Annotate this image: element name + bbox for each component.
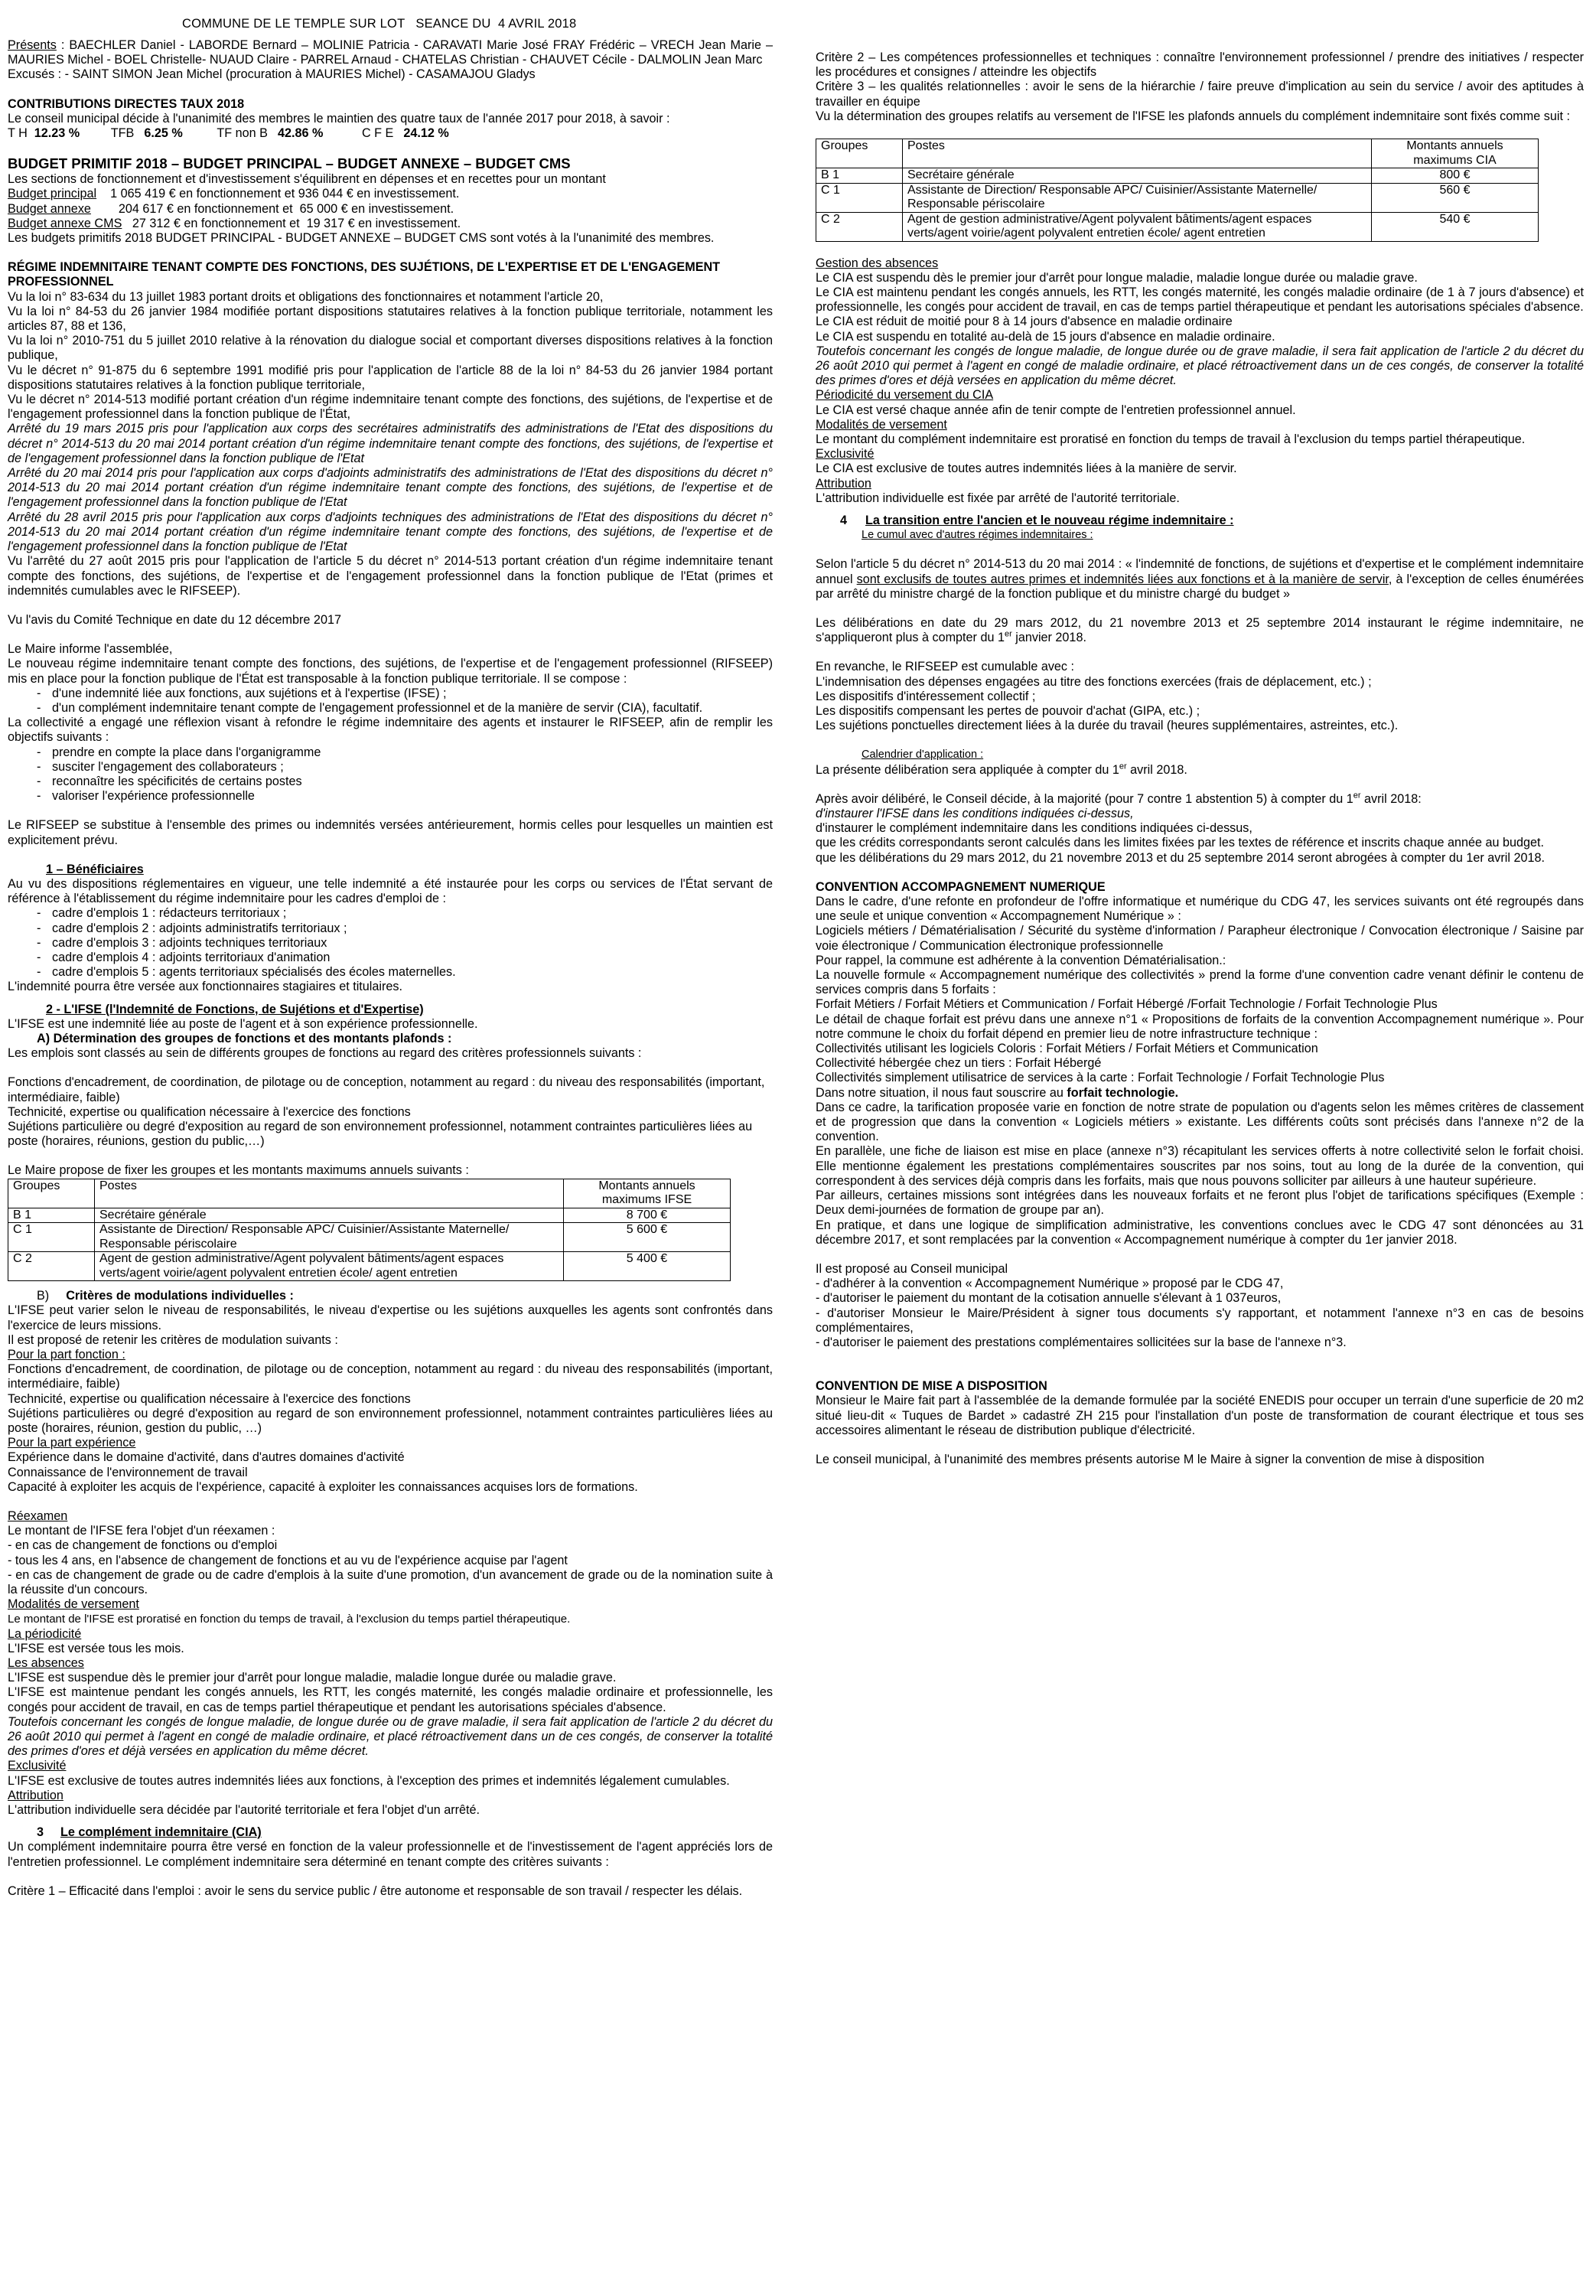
gestion-text: Le CIA est maintenu pendant les congés annuels, les RTT, les congés maternité, les congés maladie ordinaire (de 1 à 7 jours d'absence) et professionnelle, les congés pour accident de travail, en cas de temps partiel thérapeutique et pendant les autorisations spéciales d'absence. [816, 285, 1584, 315]
table-header: Postes [95, 1179, 564, 1208]
ifse-a-heading: A) Détermination des groupes de fonctions et des montants plafonds : [37, 1031, 452, 1045]
attribution-cia-text: L'attribution individuelle est fixée par arrêté de l'autorité territoriale. [816, 491, 1180, 505]
selon-pre: Selon l'article 5 du décret n° 2014-513 du 20 mai 2014 : « l'indemnité de fonctions, de sujétions et d'expertise et le complément indemnitaire annuel [816, 557, 1584, 586]
selon-underlined: sont exclusifs de toutes autres primes et indemnités liées aux fonctions et à la manière de servir [856, 572, 1389, 586]
cia-heading [37, 1825, 773, 1840]
table-header-row [816, 139, 1539, 168]
forfait-pre: Dans notre situation, il nous faut souscrire au [816, 1085, 1067, 1100]
table-cell: 560 € [1372, 183, 1539, 212]
absences-text: L'IFSE est maintenue pendant les congés annuels, les RTT, les congés maternité, les congés maladie ordinaire et professionnelle, les congés pour accident de travail, en cas de temps partiel thérapeutique et pendant les autorisations spéciales d'absence. [8, 1685, 773, 1714]
deliberations-end: janvier 2018. [1011, 631, 1086, 645]
presents-list: : BAECHLER Daniel - LABORDE Bernard – MOLINIE Patricia - CARAVATI Marie José FRAY Frédéric – VRECH Jean Marie – MAURIES Michel - BOEL Christelle- NUAUD Claire - PARREL Arnaud - CHATELAS Christian - CHAUVET Cécile - DALMOLIN Jean Marc [8, 38, 773, 67]
table-cell: 800 € [1372, 168, 1539, 184]
calendrier-end: avril 2018. [1126, 762, 1187, 777]
selon-post: , à l'exception de celles énumérées par arrêté du ministre chargé de la fonction publique et du ministre chargé du budget » [816, 572, 1584, 601]
table-cell: C 1 [816, 183, 903, 212]
rate-tfb-value: 6.25 % [144, 126, 183, 141]
deliberations-sup: er [1004, 629, 1012, 639]
cumulable-item: L'indemnisation des dépenses engagées au titre des fonctions exercées (frais de déplacement, etc.) ; [816, 674, 1372, 689]
critere-3: Critère 3 – les qualités relationnelles : avoir le sens de la hiérarchie / faire preuve d'implication au sein du service / avoir des aptitudes à travailler en équipe [816, 80, 1584, 109]
decide-item: que les délibérations du 29 mars 2012, du 21 novembre 2013 et du 25 septembre 2014 seront abrogées à compter du 1er avril 2018. [816, 850, 1545, 865]
ifse-text: L'IFSE est une indemnité liée au poste de l'agent et à son expérience professionnelle. [8, 1016, 478, 1031]
table-cell: Agent de gestion administrative/Agent polyvalent bâtiments/agent espaces verts/agent voirie/agent polyvalent entretien école/ agent entretien [903, 212, 1372, 241]
rifseep-text: Le nouveau régime indemnitaire tenant compte des fonctions, des sujétions, de l'expertise et de l'engagement professionnel (RIFSEEP) mis en place pour la fonction publique de l'État est transposable à la fonction publique territoriale. Il se compose : [8, 657, 773, 686]
vu-line: Vu la loi n° 83-634 du 13 juillet 1983 portant droits et obligations des fonctionnaires et notamment l'article 20, [8, 289, 604, 304]
exclusivite-cia-heading: Exclusivité [816, 447, 875, 461]
gestion-text: Toutefois concernant les congés de longue maladie, de longue durée ou de grave maladie, il sera fait application de l'article 2 du décret du 26 août 2010 qui permet à l'agent en congé de maladie ordinaire, et placé rétroactivement dans un de ces congés, de conserver la totalité des primes d'ores et déjà versées en application du même décret. [816, 344, 1584, 388]
list-item: - cadre d'emplois 1 : rédacteurs territoriaux ; [37, 906, 773, 921]
table-row [816, 212, 1539, 241]
convention-numerique-text: En parallèle, une fiche de liaison est mise en place (annexe n°3) récapitulant les services offerts à notre collectivité selon le forfait choisi. Elle mentionne également les prestations complémentaires souscrites par nos soins, tout au long de la durée de la convention, qui correspondent à des services déjà compris dans les forfaits, mais que nous pouvons solliciter par ailleurs à une hauteur supérieure. [816, 1144, 1584, 1188]
absences-heading: Les absences [8, 1655, 84, 1670]
decide-item: d'instaurer le complément indemnitaire dans les conditions indiquées ci-dessus, [816, 821, 1252, 836]
rate-cfe-value: 24.12 % [403, 126, 449, 141]
page-title: COMMUNE DE LE TEMPLE SUR LOT SEANCE DU 4 AVRIL 2018 [182, 17, 577, 31]
budget-amount-principal: 1 065 419 € en fonctionnement et 936 044 € en investissement. [96, 187, 460, 201]
vu-determination: Vu la détermination des groupes relatifs au versement de l'IFSE les plafonds annuels du complément indemnitaire sont fixés comme suit : [816, 109, 1570, 123]
table-cell: Secrétaire générale [95, 1208, 564, 1223]
cumulable-item: Les dispositifs d'intéressement collectif ; [816, 689, 1036, 703]
budget-line-annexe [8, 202, 773, 217]
maire-propose: Le Maire propose de fixer les groupes et les montants maximums annuels suivants : [8, 1163, 469, 1178]
exclusivite-cia-text: Le CIA est exclusive de toutes autres indemnités liées à la manière de servir. [816, 461, 1237, 476]
convention-numerique-item: - d'autoriser Monsieur le Maire/Président à signer tous documents s'y rapportant, et notamment l'annexe n°3 en cas de besoins complémentaires, [816, 1306, 1584, 1335]
decide-item: d'instaurer l'IFSE dans les conditions indiquées ci-dessus, [816, 807, 1134, 821]
budget-vote: Les budgets primitifs 2018 BUDGET PRINCIPAL - BUDGET ANNEXE – BUDGET CMS sont votés à la l'unanimité des membres. [8, 231, 715, 246]
ifse-b-letter: B) [37, 1289, 50, 1303]
gestion-text: Le CIA est suspendu en totalité au-delà de 15 jours d'absence en maladie ordinaire. [816, 329, 1275, 344]
budget-label-cms: Budget annexe CMS [8, 216, 122, 230]
periodicite-cia-text: Le CIA est versé chaque année afin de tenir compte de l'entretien professionnel annuel. [816, 403, 1296, 417]
regime-heading: RÉGIME INDEMNITAIRE TENANT COMPTE DES FONCTIONS, DES SUJÉTIONS, DE L'EXPERTISE ET DE L'ENGAGEMENT PROFESSIONNEL [8, 260, 721, 289]
cia-text: Un complément indemnitaire pourra être versé en fonction de la valeur professionnelle et de l'investissement de l'agent appréciés lors de l'entretien professionnel. Le complément indemnitaire sera déterminé en tenant compte des critères suivants : [8, 1840, 773, 1869]
table-cell: 5 400 € [564, 1252, 731, 1281]
budget-amount-cms: 27 312 € en fonctionnement et 19 317 € en investissement. [122, 216, 461, 230]
convention-numerique-text: Collectivité hébergée chez un tiers : Forfait Hébergé [816, 1056, 1102, 1071]
list-item: - cadre d'emplois 5 : agents territoriaux spécialisés des écoles maternelles. [37, 965, 773, 980]
convention-numerique-heading: CONVENTION ACCOMPAGNEMENT NUMERIQUE [816, 879, 1106, 894]
decide-item: que les crédits correspondants seront calculés dans les limites fixées par les textes de référence et inscrits chaque année au budget. [816, 836, 1544, 850]
table-cell: Agent de gestion administrative/Agent polyvalent bâtiments/agent espaces verts/agent voirie/agent polyvalent entretien école/ agent entretien [95, 1252, 564, 1281]
critere-2: Critère 2 – Les compétences professionnelles et techniques : connaître l'environnement professionnel / prendre des initiatives / respecter les procédures et consignes / atteindre les objectifs [816, 51, 1584, 80]
budget-line-cms [8, 217, 773, 231]
table-header: Groupes [816, 139, 903, 168]
contributions-heading: CONTRIBUTIONS DIRECTES TAUX 2018 [8, 96, 245, 111]
convention-numerique-text: En pratique, et dans une logique de simplification administrative, les conventions conclues avec le CDG 47 sont dénoncées au 31 décembre 2017, et sont remplacées par la convention « Accompagnement numérique à compter du 1er janvier 2018. [816, 1218, 1584, 1247]
transition-heading [840, 514, 1584, 528]
modalites-cia-heading: Modalités de versement [816, 417, 947, 432]
table-cell: B 1 [8, 1208, 95, 1223]
part-fonction-item: Technicité, expertise ou qualification nécessaire à l'exercice des fonctions [8, 1391, 411, 1406]
table-cell: C 2 [8, 1252, 95, 1281]
convention-numerique-text: Pour rappel, la commune est adhérente à la convention Dématérialisation.: [816, 953, 1226, 967]
table-cell: Secrétaire générale [903, 168, 1372, 184]
presents-label: Présents [8, 38, 57, 52]
critere-line: Fonctions d'encadrement, de coordination, de pilotage ou de conception, notamment au regard : du niveau des responsabilités (important, intermédiaire, faible) [8, 1075, 765, 1104]
selon-article [816, 557, 1584, 602]
table-row [8, 1223, 731, 1252]
critere-line: Sujétions particulière ou degré d'exposition au regard de son environnement professionnel, notamment contraintes particulières liées au poste (horaires, réunions, gestion du public,…) [8, 1120, 753, 1149]
substitue-text: Le RIFSEEP se substitue à l'ensemble des primes ou indemnités versées antérieurement, hormis celles pour lesquelles un maintien est explicitement prévu. [8, 818, 773, 847]
vu-line: Vu le décret n° 91-875 du 6 septembre 1991 modifié pris pour l'application de l'article 88 de la loi n° 84-53 du 26 janvier 1984 portant dispositions statutaires relatives à la fonction publique territoriale, [8, 363, 773, 392]
rate-tfb-label: TFB [110, 126, 142, 141]
beneficiaires-end: L'indemnité pourra être versée aux fonctionnaires stagiaires et titulaires. [8, 980, 402, 994]
cia-table [816, 139, 1539, 242]
rate-cfe-label: C F E [361, 126, 401, 141]
left-column [8, 38, 773, 1899]
budget-heading: BUDGET PRIMITIF 2018 – BUDGET PRINCIPAL – BUDGET ANNEXE – BUDGET CMS [8, 155, 571, 172]
presents-paragraph [8, 38, 773, 67]
convention-numerique-text: Logiciels métiers / Dématérialisation / Sécurité du système d'information / Parapheur électronique / Convocation électronique / Saisine par voie électronique / Communication électronique professionnelle [816, 924, 1584, 953]
convention-numerique-text: Dans le cadre, d'une refonte en profondeur de l'offre informatique et numérique du CDG 47, les services suivants ont été regroupés dans une seule et unique convention « Accompagnement Numérique » : [816, 895, 1584, 924]
table-header: Montants annuels maximums IFSE [564, 1179, 731, 1208]
cumulable-item: Les dispositifs compensant les pertes de pouvoir d'achat (GIPA, etc.) ; [816, 704, 1200, 718]
list-item: - cadre d'emplois 3 : adjoints techniques territoriaux [37, 936, 773, 951]
rate-th-label: T H [8, 126, 34, 141]
gestion-text: Le CIA est réduit de moitié pour 8 à 14 jours d'absence en maladie ordinaire [816, 315, 1233, 329]
attribution-text: L'attribution individuelle sera décidée par l'autorité territoriale et fera l'objet d'un arrêté. [8, 1803, 480, 1818]
reexamen-item: - en cas de changement de fonctions ou d'emploi [8, 1538, 278, 1553]
list-item: - reconnaître les spécificités de certains postes [37, 775, 773, 789]
periodicite-text: L'IFSE est versée tous les mois. [8, 1641, 184, 1655]
budget-line-principal [8, 187, 773, 201]
table-header: Groupes [8, 1179, 95, 1208]
list-item: - susciter l'engagement des collaborateurs ; [37, 760, 773, 775]
deliberations-main: Les délibérations en date du 29 mars 2012, du 21 novembre 2013 et 25 septembre 2014 instaurant le régime indemnitaire, ne s'appliqueront plus à compter du 1 [816, 615, 1584, 645]
part-fonction-item: Sujétions particulières ou degré d'exposition au regard de son environnement professionnel, notamment contraintes particulières liées au poste (horaires, réunion, gestion du public, …) [8, 1406, 773, 1435]
absences-text: Toutefois concernant les congés de longue maladie, de longue durée ou de grave maladie, il sera fait application de l'article 2 du décret du 26 août 2010 qui permet à l'agent en congé de maladie ordinaire, et placé rétroactivement dans un de ces congés, de conserver la totalité des primes d'ores et déjà versées en application du même décret. [8, 1714, 773, 1759]
maire-informe: Le Maire informe l'assemblée, [8, 642, 173, 657]
cia-number: 3 [37, 1825, 44, 1840]
periodicite-cia-heading: Périodicité du versement du CIA [816, 388, 994, 403]
arrete-paragraph: Arrêté du 19 mars 2015 pris pour l'application aux corps des secrétaires administratifs des administrations de l'Etat des dispositions du décret n° 2014-513 du 20 mai 2014 portant création d'un régime indemnitaire tenant compte des fonctions, des sujétions, de l'expertise et de l'engagement professionnel dans la fonction publique de l'Etat [8, 422, 773, 465]
gestion-heading: Gestion des absences [816, 256, 939, 270]
part-fonction-heading: Pour la part fonction : [8, 1347, 125, 1362]
transition-number: 4 [840, 513, 848, 527]
critere-1: Critère 1 – Efficacité dans l'emploi : avoir le sens du service public / être autonome et responsable de son travail / respecter les délais. [8, 1883, 743, 1898]
beneficiaires-heading: 1 – Bénéficiaires [46, 862, 144, 876]
convention-numerique-text: Collectivités utilisant les logiciels Coloris : Forfait Métiers / Forfait Métiers et Communication [816, 1042, 1318, 1056]
table-cell: B 1 [816, 168, 903, 184]
convention-numerique-text [816, 1086, 1584, 1101]
ifse-b-text2: Il est proposé de retenir les critères de modulation suivants : [8, 1332, 338, 1347]
vu-line: Vu la loi n° 84-53 du 26 janvier 1984 modifiée portant dispositions statutaires relatives à la fonction publique territoriale, notamment les articles 87, 88 et 136, [8, 304, 773, 334]
convention-numerique-text: Il est proposé au Conseil municipal [816, 1261, 1008, 1276]
budget-label-principal: Budget principal [8, 187, 97, 201]
part-experience-heading: Pour la part expérience [8, 1436, 136, 1450]
convention-numerique-text: Dans ce cadre, la tarification proposée varie en fonction de notre strate de population ou d'agents selon les mêmes critères de classement et de progression que dans la convention « Logiciels métiers » existante. Les différents coûts sont précisés dans l'annexe n°2 de la convention. [816, 1100, 1584, 1144]
deliberations-text [816, 616, 1584, 645]
tax-rates-line [8, 126, 773, 141]
objectifs-list [8, 745, 773, 804]
rate-tfnb-label: TF non B [217, 126, 275, 141]
list-item: - d'une indemnité liée aux fonctions, aux sujétions et à l'expertise (IFSE) ; [37, 687, 773, 701]
exclusivite-text: L'IFSE est exclusive de toutes autres indemnités liées aux fonctions, à l'exception des primes et indemnités légalement cumulables. [8, 1773, 730, 1788]
transition-title: La transition entre l'ancien et le nouveau régime indemnitaire : [865, 513, 1234, 527]
calendrier-text [816, 763, 1584, 778]
cumulable-item: Les sujétions ponctuelles directement liées à la durée du travail (heures supplémentaires, astreintes, etc.). [816, 719, 1399, 733]
cumul-heading: Le cumul avec d'autres régimes indemnitaires : [862, 529, 1093, 542]
critere-line: Technicité, expertise ou qualification nécessaire à l'exercice des fonctions [8, 1104, 411, 1119]
beneficiaires-text: Au vu des dispositions réglementaires en vigueur, une telle indemnité a été instaurée pour les corps ou services de l'État servant de référence à l'établissement du régime indemnitaire pour les cadres d'emploi de : [8, 876, 773, 906]
convention-mise-heading: CONVENTION DE MISE A DISPOSITION [816, 1379, 1047, 1394]
convention-mise-text: Le conseil municipal, à l'unanimité des membres présents autorise M le Maire à signer la convention de mise à disposition [816, 1452, 1485, 1466]
table-cell: 540 € [1372, 212, 1539, 241]
list-item: - cadre d'emplois 4 : adjoints territoriaux d'animation [37, 951, 773, 965]
ifse-b-heading [37, 1289, 773, 1303]
rate-th-value: 12.23 % [34, 126, 80, 141]
arrete-paragraph: Arrêté du 28 avril 2015 pris pour l'application aux corps d'adjoints techniques des administrations de l'Etat des dispositions du décret n° 2014-513 du 20 mai 2014 portant création d'un régime indemnitaire tenant compte des fonctions, des sujétions, de l'expertise et de l'engagement professionnel dans la fonction publique de l'Etat [8, 510, 773, 554]
table-cell: C 2 [816, 212, 903, 241]
calendrier-sup: er [1119, 762, 1127, 771]
absences-text: L'IFSE est suspendue dès le premier jour d'arrêt pour longue maladie, maladie longue durée ou maladie grave. [8, 1671, 617, 1685]
table-header: Montants annuels maximums CIA [1372, 139, 1539, 168]
apres-end: avril 2018: [1360, 791, 1422, 806]
table-row [8, 1208, 731, 1223]
reexamen-item: - en cas de changement de grade ou de cadre d'emplois à la suite d'une promotion, d'un avancement de grade ou de la nomination suite à la réussite d'un concours. [8, 1567, 773, 1596]
exclusivite-heading: Exclusivité [8, 1759, 67, 1773]
rate-tfnb-value: 42.86 % [277, 126, 324, 141]
table-cell: 8 700 € [564, 1208, 731, 1223]
gestion-text: Le CIA est suspendu dès le premier jour d'arrêt pour longue maladie, maladie longue durée ou maladie grave. [816, 270, 1418, 285]
ifse-b-title: Critères de modulations individuelles : [66, 1289, 294, 1303]
modalites-heading: Modalités de versement [8, 1597, 139, 1612]
part-experience-item: Capacité à exploiter les acquis de l'expérience, capacité à exploiter les connaissances acquises lors de formations. [8, 1479, 638, 1494]
vu-avis: Vu l'avis du Comité Technique en date du 12 décembre 2017 [8, 612, 341, 627]
convention-mise-text: Monsieur le Maire fait part à l'assemblée de la demande formulée par la société ENEDIS pour occuper un terrain d'une superficie de 20 m2 situé lieu-dit « Tuques de Bardet » cadastré ZH 215 pour l'installation d'un poste de transformation de courant électrique et tous ses accessoires alimentant le réseau de distribution publique d'électricité. [816, 1394, 1584, 1437]
part-fonction-item: Fonctions d'encadrement, de coordination, de pilotage ou de conception, notamment au regard : du niveau des responsabilités (important, intermédiaire, faible) [8, 1362, 773, 1391]
convention-numerique-text: Collectivités simplement utilisatrice de services à la carte : Forfait Technologie / Forfait Technologie Plus [816, 1071, 1385, 1085]
convention-numerique-text: Forfait Métiers / Forfait Métiers et Communication / Forfait Hébergé /Forfait Technologie / Forfait Technologie Plus [816, 997, 1438, 1012]
ifse-table [8, 1179, 731, 1282]
budget-amount-annexe: 204 617 € en fonctionnement et 65 000 € en investissement. [90, 201, 454, 216]
table-row [816, 168, 1539, 184]
ifse-heading: 2 - L'IFSE (l'Indemnité de Fonctions, de Sujétions et d'Expertise) [46, 1002, 424, 1016]
part-experience-item: Connaissance de l'environnement de travail [8, 1465, 248, 1479]
reexamen-heading: Réexamen [8, 1508, 68, 1523]
table-cell: Assistante de Direction/ Responsable APC/ Cuisinier/Assistante Maternelle/ Responsable périscolaire [903, 183, 1372, 212]
contributions-text: Le conseil municipal décide à l'unanimité des membres le maintien des quatre taux de l'année 2017 pour 2018, à savoir : [8, 111, 670, 126]
list-item: - cadre d'emplois 2 : adjoints administratifs territoriaux ; [37, 921, 773, 936]
reexamen-text: Le montant de l'IFSE fera l'objet d'un réexamen : [8, 1524, 275, 1538]
part-experience-item: Expérience dans le domaine d'activité, dans d'autres domaines d'activité [8, 1450, 405, 1465]
cadres-list [8, 906, 773, 980]
ifse-b-text: L'IFSE peut varier selon le niveau de responsabilités, le niveau d'expertise ou les sujétions auxquelles les agents sont confrontés dans l'exercice de leurs missions. [8, 1303, 773, 1332]
calendrier-heading: Calendrier d'application : [862, 748, 984, 762]
calendrier-main: La présente délibération sera appliquée à compter du 1 [816, 762, 1119, 777]
forfait-bold: forfait technologie. [1067, 1085, 1179, 1100]
attribution-heading: Attribution [8, 1788, 64, 1802]
list-item: - prendre en compte la place dans l'organigramme [37, 745, 773, 760]
vu-line: Vu la loi n° 2010-751 du 5 juillet 2010 relative à la rénovation du dialogue social et comportant diverses dispositions relatives à la fonction publique, [8, 334, 773, 363]
cia-title: Le complément indemnitaire (CIA) [60, 1825, 262, 1840]
convention-numerique-item: - d'adhérer à la convention « Accompagnement Numérique » proposé par le CDG 47, [816, 1277, 1284, 1291]
budget-text: Les sections de fonctionnement et d'investissement s'équilibrent en dépenses et en recettes pour un montant [8, 172, 606, 187]
table-cell: Assistante de Direction/ Responsable APC/ Cuisinier/Assistante Maternelle/ Responsable périscolaire [95, 1223, 564, 1252]
table-row [816, 183, 1539, 212]
ifse-a-text: Les emplois sont classés au sein de différents groupes de fonctions au regard des critères professionnels suivants : [8, 1046, 642, 1061]
apres-main: Après avoir délibéré, le Conseil décide, à la majorité (pour 7 contre 1 abstention 5) à compter du 1 [816, 791, 1353, 806]
convention-numerique-text: Par ailleurs, certaines missions sont intégrées dans les nouveaux forfaits et ne feront plus l'objet de tarifications spécifiques (Exemple : Deux demi-journées de formation de groupe par an). [816, 1189, 1584, 1218]
budget-label-annexe: Budget annexe [8, 201, 91, 216]
modalites-cia-text: Le montant du complément indemnitaire est proratisé en fonction du temps de travail à l'exclusion du temps partiel thérapeutique. [816, 432, 1526, 446]
table-header-row [8, 1179, 731, 1208]
arrete-paragraph: Arrêté du 20 mai 2014 pris pour l'application aux corps d'adjoints administratifs des administrations de l'Etat des dispositions du décret n° 2014-513 du 20 mai 2014 portant création d'un régime indemnitaire tenant compte des fonctions, des sujétions, de l'expertise et de l'engagement professionnel dans la fonction publique de l'Etat [8, 466, 773, 510]
vu-arrete: Vu l'arrêté du 27 août 2015 pris pour l'application de l'article 5 du décret n° 2014-513 portant création d'un régime indemnitaire tenant compte des fonctions, des sujétions, de l'expertise et de l'engagement professionnel dans la fonction publique de l'Etat (primes et indemnités cumulables avec le RIFSEEP). [8, 554, 773, 598]
convention-numerique-item: - d'autoriser le paiement du montant de la cotisation annuelle s'élevant à 1 037euros, [816, 1291, 1282, 1306]
apres-deliberation [816, 792, 1584, 807]
list-item: - d'un complément indemnitaire tenant compte de l'engagement professionnel et de la manière de servir (CIA), facultatif. [37, 701, 773, 716]
convention-numerique-text: Le détail de chaque forfait est prévu dans une annexe n°1 « Propositions de forfaits de la convention Accompagnement numérique ». Pour notre commune le choix du forfait dépend en premier lieu de notre infrastructure technique : [816, 1012, 1584, 1041]
apres-sup: er [1353, 791, 1361, 801]
periodicite-heading: La périodicité [8, 1626, 82, 1641]
table-cell: C 1 [8, 1223, 95, 1252]
table-header: Postes [903, 139, 1372, 168]
attribution-cia-heading: Attribution [816, 476, 871, 491]
right-column [816, 51, 1584, 1467]
reexamen-item: - tous les 4 ans, en l'absence de changement de fonctions et au vu de l'expérience acquise par l'agent [8, 1553, 568, 1567]
table-row [8, 1252, 731, 1281]
revanche-text: En revanche, le RIFSEEP est cumulable avec : [816, 660, 1075, 674]
convention-numerique-text: La nouvelle formule « Accompagnement numérique des collectivités » prend la forme d'une convention cadre venant définir le contenu de services compris dans 5 forfaits : [816, 968, 1584, 997]
excuses-line: Excusés : - SAINT SIMON Jean Michel (procuration à MAURIES Michel) - CASAMAJOU Gladys [8, 67, 536, 82]
rifseep-list [8, 687, 773, 716]
vu-line: Vu le décret n° 2014-513 modifié portant création d'un régime indemnitaire tenant compte des fonctions, des sujétions, de l'expertise et de l'engagement professionnel dans la fonction publique de l'État, [8, 393, 773, 422]
list-item: - valoriser l'expérience professionnelle [37, 789, 773, 804]
modalites-text: Le montant de l'IFSE est proratisé en fonction du temps de travail, à l'exclusion du temps partiel thérapeutique. [8, 1613, 571, 1626]
table-cell: 5 600 € [564, 1223, 731, 1252]
collectivite-text: La collectivité a engagé une réflexion visant à refondre le régime indemnitaire des agents et instaurer le RIFSEEP, afin de remplir les objectifs suivants : [8, 716, 773, 745]
convention-numerique-item: - d'autoriser le paiement des prestations complémentaires sollicitées sur la base de l'annexe n°3. [816, 1335, 1347, 1349]
